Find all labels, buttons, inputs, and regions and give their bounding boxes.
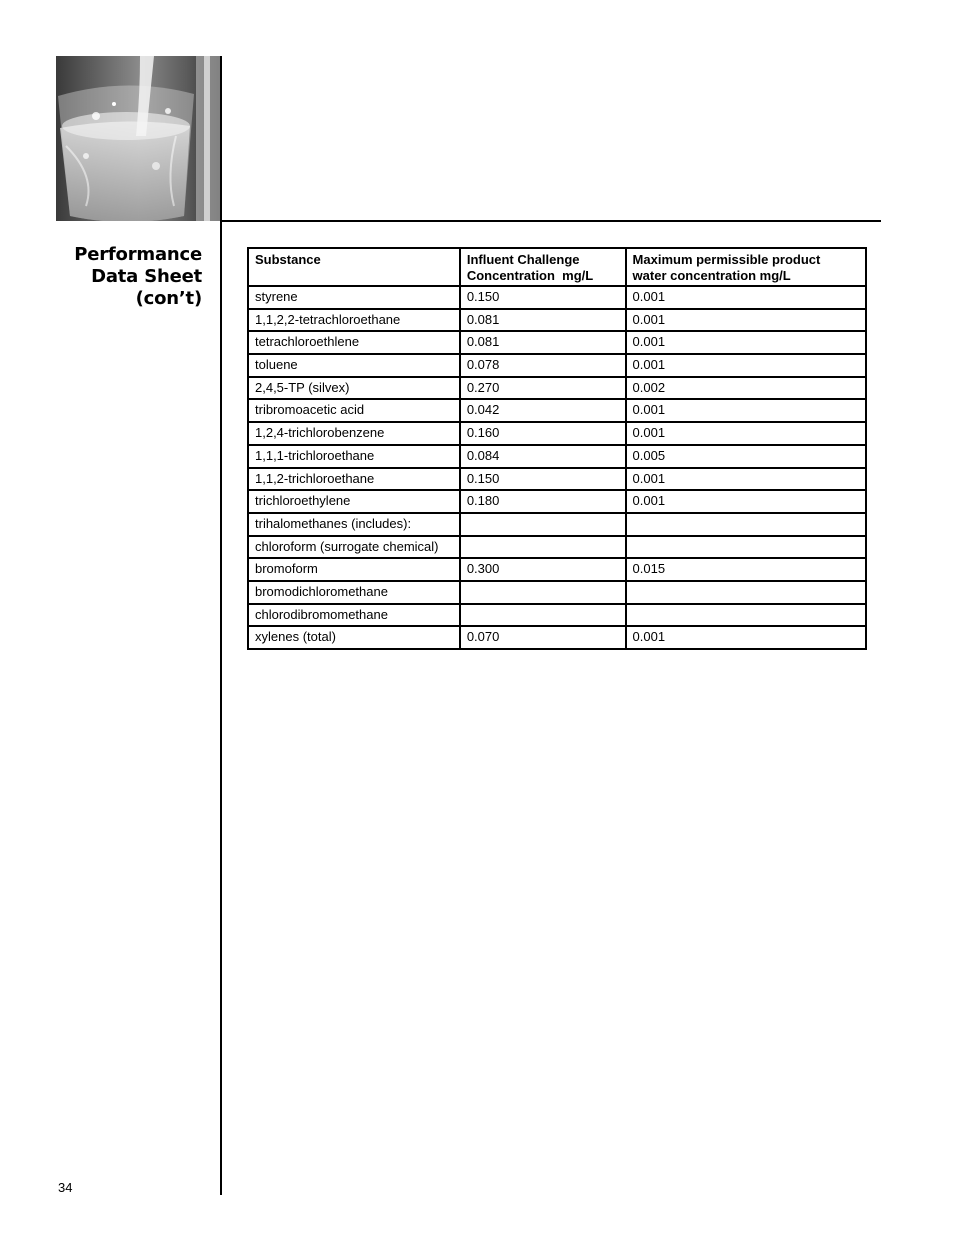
water-glass-photo [56,56,221,221]
horizontal-divider [220,220,881,222]
substance-cell: tetrachloroethlene [248,331,460,354]
table-row [248,513,866,536]
substance-cell: styrene [248,286,460,309]
max-cell: 0.001 [626,399,866,422]
max-cell: 0.001 [626,422,866,445]
water-glass-image [56,56,221,221]
max-cell [626,513,866,536]
table-row [248,468,866,491]
table-row [248,354,866,377]
max-cell [626,604,866,627]
table-row [248,536,866,559]
influent-cell: 0.081 [460,309,626,332]
substance-cell: 1,1,2-trichloroethane [248,468,460,491]
table-row [248,399,866,422]
influent-cell: 0.300 [460,558,626,581]
table-header-row [248,248,866,286]
heading-line-2: Data Sheet [91,266,202,287]
substance-cell: bromodichloromethane [248,581,460,604]
heading-line-1: Performance [74,244,202,265]
table-row [248,286,866,309]
max-cell: 0.001 [626,309,866,332]
substance-cell: trihalomethanes (includes): [248,513,460,536]
table-row [248,626,866,649]
max-cell: 0.001 [626,468,866,491]
substance-cell: chloroform (surrogate chemical) [248,536,460,559]
table-row [248,490,866,513]
header-substance: Substance [248,248,460,286]
vertical-divider [220,56,222,1195]
influent-cell [460,604,626,627]
influent-cell [460,581,626,604]
substance-cell: 1,1,2,2-tetrachloroethane [248,309,460,332]
max-cell: 0.005 [626,445,866,468]
influent-cell: 0.078 [460,354,626,377]
influent-cell: 0.150 [460,468,626,491]
influent-cell [460,513,626,536]
substance-cell: chlorodibromomethane [248,604,460,627]
max-cell: 0.001 [626,626,866,649]
page-heading [40,244,202,310]
table-row [248,422,866,445]
substance-cell: 1,2,4-trichlorobenzene [248,422,460,445]
substance-cell: bromoform [248,558,460,581]
max-cell [626,536,866,559]
influent-cell: 0.160 [460,422,626,445]
influent-cell: 0.150 [460,286,626,309]
max-cell: 0.015 [626,558,866,581]
table-row [248,309,866,332]
influent-cell: 0.084 [460,445,626,468]
header-max-permissible: Maximum permissible product water concentration mg/L [626,248,866,286]
table-row [248,331,866,354]
influent-cell: 0.081 [460,331,626,354]
substance-cell: 2,4,5-TP (silvex) [248,377,460,400]
influent-cell [460,536,626,559]
table-row [248,604,866,627]
influent-cell: 0.070 [460,626,626,649]
max-cell: 0.001 [626,331,866,354]
substance-cell: toluene [248,354,460,377]
table-row [248,377,866,400]
max-cell: 0.001 [626,490,866,513]
influent-cell: 0.270 [460,377,626,400]
substance-cell: trichloroethylene [248,490,460,513]
substance-cell: tribromoacetic acid [248,399,460,422]
max-cell: 0.001 [626,354,866,377]
max-cell: 0.001 [626,286,866,309]
table-row [248,445,866,468]
page-number: 34 [58,1180,73,1195]
max-cell [626,581,866,604]
table-row [248,558,866,581]
header-influent-challenge: Influent Challenge Concentration mg/L [460,248,626,286]
substance-cell: 1,1,1-trichloroethane [248,445,460,468]
performance-data-table [247,247,867,650]
influent-cell: 0.042 [460,399,626,422]
substance-cell: xylenes (total) [248,626,460,649]
heading-line-3: (con’t) [135,288,202,309]
table-row [248,581,866,604]
influent-cell: 0.180 [460,490,626,513]
max-cell: 0.002 [626,377,866,400]
